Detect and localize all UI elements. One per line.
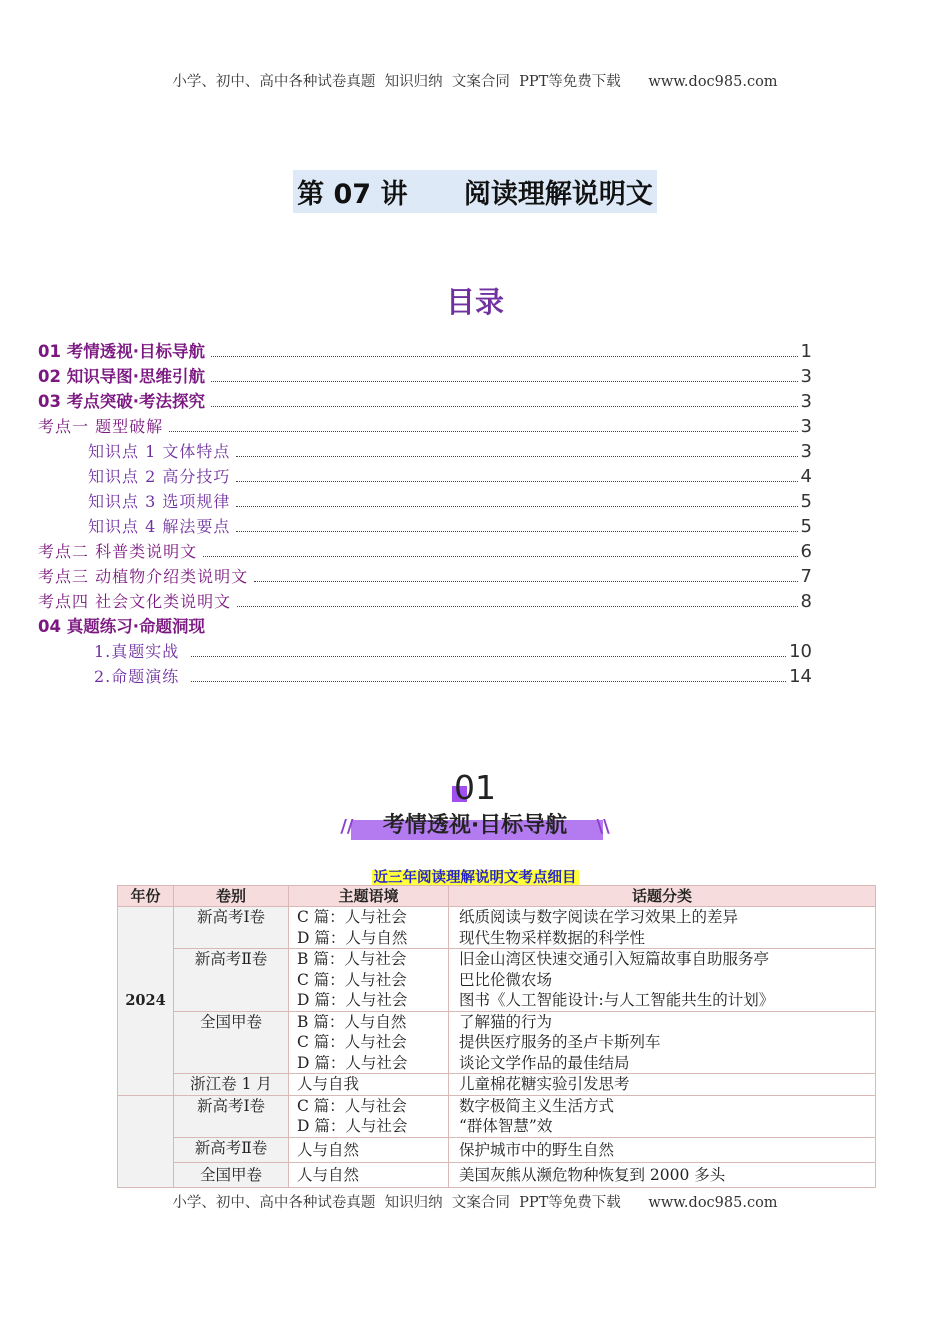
toc-leader-dots [211, 381, 798, 382]
topic-line: 纸质阅读与数字阅读在学习效果上的差异 [459, 908, 739, 926]
lecture-title [0, 170, 950, 213]
toc-entry-page: 10 [789, 641, 812, 662]
topic-cell [449, 1011, 876, 1074]
theme-line: C 篇：人与社会 [297, 1033, 407, 1051]
toc-entry-label: 考点二 科普类说明文 [38, 542, 198, 561]
table-row [118, 907, 876, 949]
topic-cell [449, 1137, 876, 1162]
toc-entry-label: 考点一 题型破解 [38, 417, 164, 436]
toc-entry-label: 知识点 2 高分技巧 [88, 467, 231, 486]
toc-entry-02[interactable] [38, 364, 812, 389]
theme-cell [289, 1162, 449, 1187]
toc-leader-dots [191, 681, 786, 682]
header-theme: 主题语境 [289, 886, 449, 907]
header-topic: 话题分类 [449, 886, 876, 907]
toc-entry-label: 考点四 社会文化类说明文 [38, 592, 232, 611]
theme-cell [289, 949, 449, 1012]
toc-entry-label: 2.命题演练 [94, 667, 180, 686]
table-caption-text: 近三年阅读理解说明文考点细目 [373, 870, 577, 886]
slash-right-decoration: \\ [596, 816, 610, 837]
paper-cell: 新高考Ⅰ卷 [174, 1095, 289, 1137]
topic-cell [449, 1095, 876, 1137]
table-row [118, 1011, 876, 1074]
theme-cell [289, 1011, 449, 1074]
toc-entry-page: 14 [789, 666, 812, 687]
toc-entry-label: 知识点 4 解法要点 [88, 517, 231, 536]
theme-cell [289, 1074, 449, 1096]
topic-line: 儿童棉花糖实验引发思考 [459, 1075, 630, 1093]
header-year: 年份 [118, 886, 174, 907]
toc-leader-dots [254, 581, 797, 582]
toc-entry-zhishidian-2[interactable] [38, 464, 812, 489]
toc-entry-kaodian-4[interactable] [38, 589, 812, 614]
theme-line: B 篇：人与自然 [297, 1012, 407, 1031]
toc-entry-page: 6 [800, 541, 812, 562]
theme-cell [289, 1137, 449, 1162]
toc-entry-page: 3 [800, 366, 812, 387]
paper-cell: 新高考Ⅱ卷 [174, 1137, 289, 1162]
toc-entry-label: 02 知识导图·思维引航 [38, 367, 205, 386]
paper-cell: 浙江卷 1 月 [174, 1074, 289, 1096]
toc-entry-zhenti[interactable] [38, 639, 812, 664]
header-paper: 卷别 [174, 886, 289, 907]
theme-line: 人与自然 [297, 1140, 360, 1159]
table-row [118, 1162, 876, 1187]
topic-line: 美国灰熊从濒危物种恢复到 2000 多头 [459, 1165, 726, 1184]
topic-line: 现代生物采样数据的科学性 [459, 928, 646, 947]
table-row [118, 949, 876, 1012]
toc-leader-dots [211, 356, 798, 357]
toc-entry-page: 7 [800, 566, 812, 587]
toc-leader-dots [236, 456, 797, 457]
page-footer: 小学、初中、高中各种试卷真题 知识归纳 文案合同 PPT等免费下载 www.doc985.com [172, 1195, 778, 1211]
toc-entry-label: 04 真题练习·命题洞现 [38, 617, 205, 636]
toc-entry-kaodian-2[interactable] [38, 539, 812, 564]
theme-cell [289, 1095, 449, 1137]
toc-entry-page: 3 [800, 391, 812, 412]
topic-line: 提供医疗服务的圣卢卡斯列车 [459, 1033, 661, 1051]
year-cell-2023 [118, 1095, 174, 1187]
theme-line: D 篇：人与社会 [297, 1053, 408, 1072]
toc-entry-mingti[interactable] [38, 664, 812, 689]
toc-heading: 目录 [445, 285, 504, 319]
exam-points-table [117, 885, 876, 1188]
toc-entry-01[interactable] [38, 339, 812, 364]
paper-cell: 全国甲卷 [174, 1011, 289, 1074]
paper-cell: 新高考Ⅱ卷 [174, 949, 289, 1012]
toc-entry-kaodian-3[interactable] [38, 564, 812, 589]
theme-line: D 篇：人与社会 [297, 991, 408, 1009]
toc-leader-dots [191, 656, 786, 657]
topic-line: “群体智慧”效 [459, 1117, 553, 1135]
section-title-text: 考情透视·目标导航 [382, 813, 568, 838]
toc-leader-dots [211, 406, 798, 407]
section-title [0, 808, 950, 839]
toc-entry-page: 8 [800, 591, 812, 612]
paper-cell: 全国甲卷 [174, 1162, 289, 1187]
toc-entry-page: 3 [800, 416, 812, 437]
topic-line: 谈论文学作品的最佳结局 [459, 1053, 630, 1072]
toc-entry-zhishidian-1[interactable] [38, 439, 812, 464]
topic-line: 数字极简主义生活方式 [459, 1096, 615, 1115]
topic-line: 保护城市中的野生自然 [459, 1140, 615, 1159]
toc-entry-04[interactable] [38, 614, 812, 639]
toc-entry-label: 01 考情透视·目标导航 [38, 342, 205, 361]
table-caption [0, 866, 950, 887]
toc-entry-label: 知识点 1 文体特点 [88, 442, 231, 461]
toc-entry-03[interactable] [38, 389, 812, 414]
toc-leader-dots [203, 556, 797, 557]
theme-line: 人与自然 [297, 1165, 360, 1184]
toc-leader-dots [236, 506, 797, 507]
toc-entry-zhishidian-3[interactable] [38, 489, 812, 514]
topic-line: 了解猫的行为 [459, 1012, 553, 1031]
toc-entry-page: 5 [800, 516, 812, 537]
table-row [118, 1074, 876, 1096]
toc-leader-dots [236, 531, 797, 532]
toc-leader-dots [237, 606, 797, 607]
toc-entry-page: 3 [800, 441, 812, 462]
toc-entry-page: 5 [800, 491, 812, 512]
slash-left-decoration: // [340, 816, 354, 837]
toc-leader-dots [169, 431, 797, 432]
toc-leader-dots [236, 481, 797, 482]
topic-line: 旧金山湾区快速交通引入短篇故事自助服务亭 [459, 950, 770, 968]
table-row [118, 1095, 876, 1137]
toc-entry-page: 1 [800, 341, 812, 362]
theme-line: D 篇：人与自然 [297, 928, 408, 947]
toc-entry-kaodian-1[interactable] [38, 414, 812, 439]
lecture-title-text: 第 07 讲 阅读理解说明文 [293, 170, 657, 213]
toc-entry-label: 考点三 动植物介绍类说明文 [38, 567, 249, 586]
topic-line: 图书《人工智能设计:与人工智能共生的计划》 [459, 991, 775, 1009]
theme-line: C 篇：人与社会 [297, 970, 407, 989]
toc-entry-page: 4 [800, 466, 812, 487]
topic-cell [449, 907, 876, 949]
topic-cell [449, 1074, 876, 1096]
paper-cell: 新高考Ⅰ卷 [174, 907, 289, 949]
toc-entry-label: 1.真题实战 [94, 642, 180, 661]
topic-cell [449, 949, 876, 1012]
toc-entry-zhishidian-4[interactable] [38, 514, 812, 539]
topic-cell [449, 1162, 876, 1187]
theme-line: C 篇：人与社会 [297, 1096, 407, 1115]
toc-entry-label: 03 考点突破·考法探究 [38, 392, 205, 411]
year-cell-2024: 2024 [118, 907, 174, 1096]
theme-line: C 篇：人与社会 [297, 908, 407, 926]
theme-line: 人与自我 [297, 1075, 360, 1093]
theme-line: B 篇：人与社会 [297, 950, 407, 968]
table-of-contents [38, 339, 812, 689]
theme-line: D 篇：人与社会 [297, 1117, 408, 1135]
table-header-row [118, 886, 876, 907]
page-header: 小学、初中、高中各种试卷真题 知识归纳 文案合同 PPT等免费下载 www.doc985.com [172, 74, 778, 90]
topic-line: 巴比伦微农场 [459, 970, 553, 989]
section-number: 01 [454, 768, 496, 807]
table-row [118, 1137, 876, 1162]
toc-entry-label: 知识点 3 选项规律 [88, 492, 231, 511]
theme-cell [289, 907, 449, 949]
